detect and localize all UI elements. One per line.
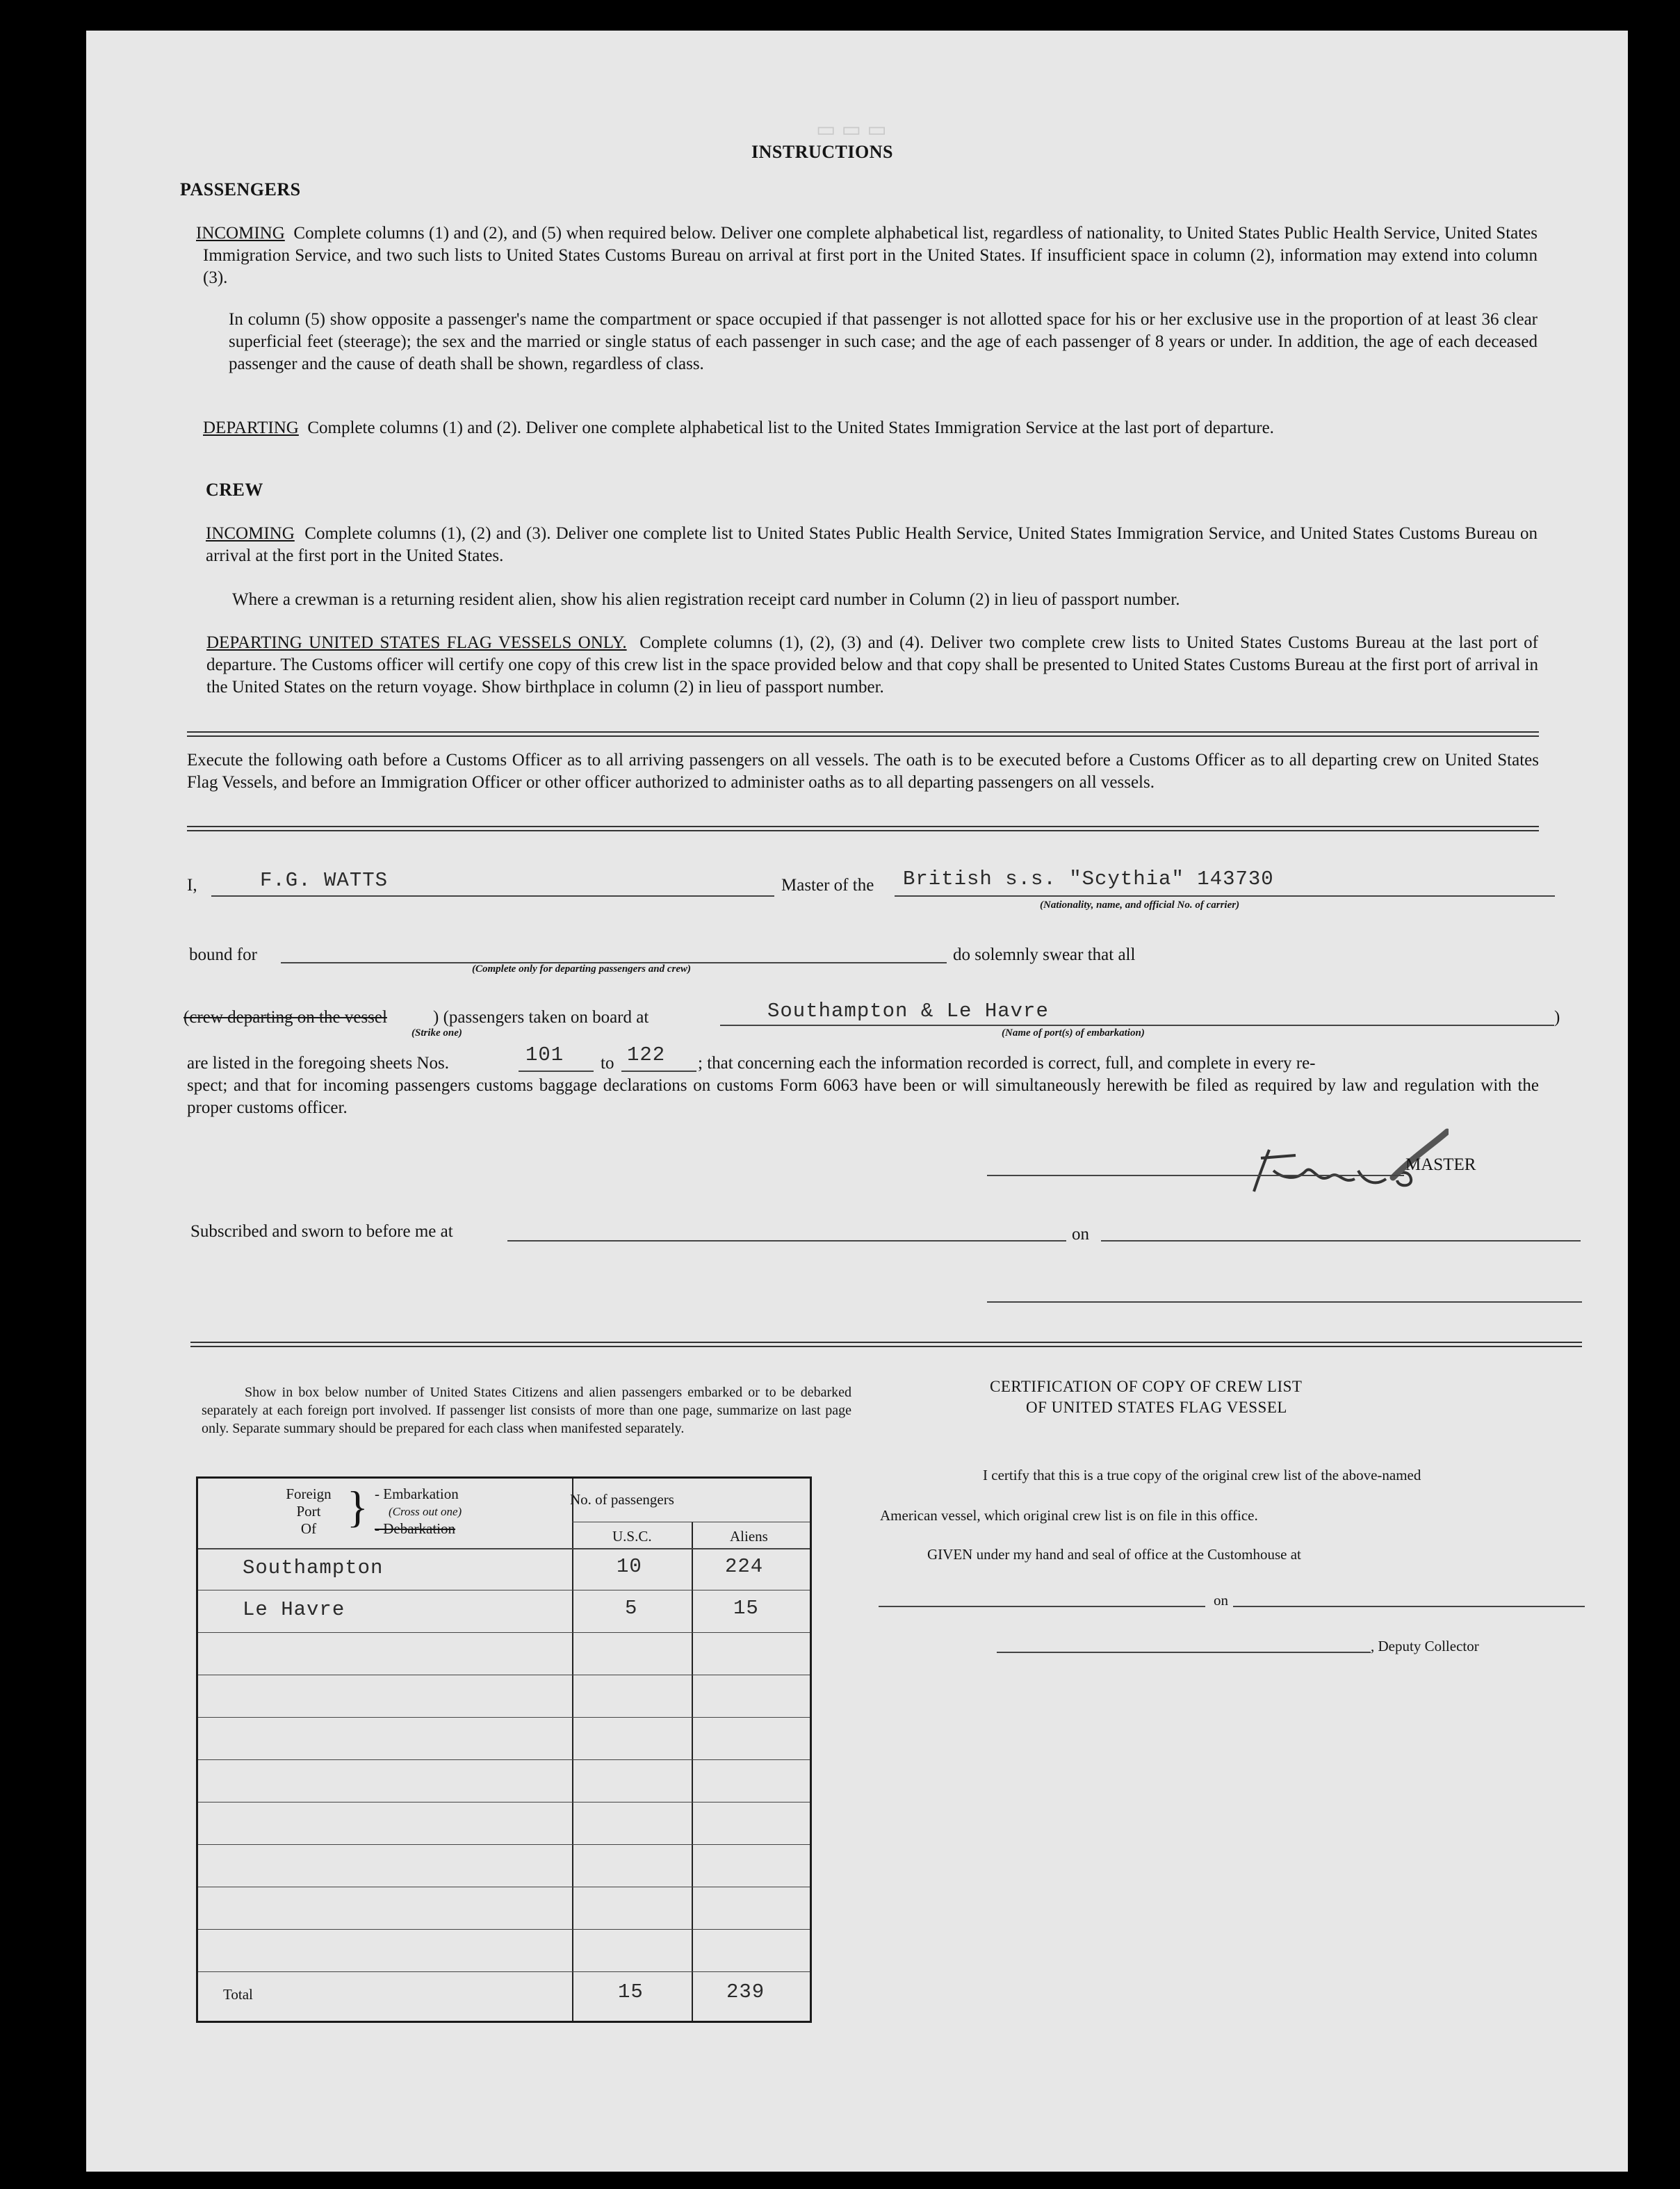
listed-label: are listed in the foregoing sheets Nos. <box>187 1054 449 1073</box>
close-paren: ) <box>1554 1008 1560 1027</box>
passengers-heading: PASSENGERS <box>180 179 301 200</box>
master-label: MASTER <box>1405 1155 1476 1174</box>
sheet-from-value[interactable]: 101 <box>525 1043 564 1066</box>
certification-date-line[interactable] <box>1233 1606 1585 1607</box>
master-signature <box>1157 1122 1449 1205</box>
row-2-port[interactable]: Le Havre <box>243 1598 345 1621</box>
embarkation-label: - Embarkation <box>375 1486 459 1502</box>
certification-text-3: GIVEN under my hand and seal of office at the Customhouse at <box>927 1546 1301 1563</box>
subscribed-place-line[interactable] <box>507 1240 1066 1242</box>
row-rule <box>198 1632 810 1633</box>
divider-rule <box>187 731 1539 733</box>
row-2-usc[interactable]: 5 <box>625 1597 638 1620</box>
divider-rule <box>187 826 1539 827</box>
column-rule <box>692 1522 693 2021</box>
on-label: on <box>1072 1225 1089 1244</box>
passengers-departing-text: Complete columns (1) and (2). Deliver one complete alphabetical list to the United States Immigration Service at the last port of departure. <box>307 418 1274 437</box>
deputy-collector-line[interactable] <box>997 1652 1371 1653</box>
row-rule <box>198 1844 810 1845</box>
ports-value[interactable]: Southampton & Le Havre <box>767 1000 1049 1023</box>
row-rule <box>198 1759 810 1760</box>
certification-on-label: on <box>1214 1592 1228 1609</box>
no-of-passengers-label: No. of passengers <box>570 1491 674 1508</box>
divider-rule <box>187 830 1539 831</box>
swear-label: do solemnly swear that all <box>953 945 1136 964</box>
crew-departing-text: Complete columns (1), (2), (3) and (4). Deliver two complete crew lists to United States Customs Bureau at the last port of departure. The Customs officer will certify one copy of this crew list in the space provided below and that copy shall be presented to United States Customs Bureau at the first port of arrival in the United States on the return voyage. Show birthplace in column (2) in lieu of passport number. <box>206 633 1539 697</box>
listed-text-2: spect; and that for incoming passengers customs baggage declarations on customs Form 6063 have been or will simultaneously herewith be filed as required by law and regulation with the proper customs officer. <box>187 1076 1539 1117</box>
row-rule <box>198 1929 810 1930</box>
form-page <box>86 31 1628 2172</box>
certification-title-1: CERTIFICATION OF COPY OF CREW LIST <box>990 1378 1303 1395</box>
total-aliens[interactable]: 239 <box>726 1980 765 2003</box>
total-usc[interactable]: 15 <box>618 1980 644 2003</box>
row-rule <box>198 1548 810 1549</box>
passengers-departing-paragraph <box>203 417 1538 439</box>
certification-text-1: I certify that this is a true copy of the original crew list of the above-named <box>983 1467 1421 1483</box>
row-2-aliens[interactable]: 15 <box>733 1597 759 1620</box>
of-label: Of <box>300 1520 317 1537</box>
deputy-collector-label: , Deputy Collector <box>1371 1638 1479 1654</box>
crew-incoming-text: Complete columns (1), (2) and (3). Deliver one complete list to United States Public Health Service, United States Immigration Service, and United States Customs Bureau on arrival at the first port in the United States. <box>206 524 1538 565</box>
ports-line <box>720 1025 1554 1026</box>
divider-rule <box>190 1342 1582 1343</box>
foreign-label: Foreign <box>286 1486 332 1502</box>
oath-intro-paragraph: Execute the following oath before a Customs Officer as to all arriving passengers on all vessels. The oath is to be executed before a Customs Officer as to all departing crew on United States Flag Vessels, and before an Immigration Officer or other officer authorized to administer oaths as to all departing passengers on all vessels. <box>187 751 1539 792</box>
row-1-usc[interactable]: 10 <box>617 1555 642 1578</box>
ports-caption: (Name of port(s) of embarkation) <box>1002 1027 1145 1039</box>
divider-rule <box>187 735 1539 737</box>
crew-incoming-label: INCOMING <box>206 524 295 543</box>
signature-line <box>987 1175 1404 1176</box>
crew-departing-paragraph <box>206 632 1538 699</box>
crew-incoming-paragraph <box>206 523 1538 567</box>
crew-resident-paragraph: Where a crewman is a returning resident alien, show his alien registration receipt card number in Column (2) in lieu of passport number. <box>232 590 1180 609</box>
crew-heading: CREW <box>206 480 263 500</box>
embark-debark-labels <box>375 1486 462 1538</box>
foreign-port-of-label <box>277 1486 340 1538</box>
port-label: Port <box>296 1503 321 1520</box>
cross-out-label: (Cross out one) <box>389 1505 462 1518</box>
total-label: Total <box>223 1986 253 2003</box>
certification-title-2: OF UNITED STATES FLAG VESSEL <box>1026 1399 1287 1416</box>
vessel-line <box>895 895 1555 897</box>
sheet-from-line <box>519 1071 594 1072</box>
to-label: to <box>601 1054 614 1073</box>
passengers-incoming-label: INCOMING <box>196 224 285 243</box>
master-name-line <box>211 895 774 897</box>
passengers-column5-paragraph: In column (5) show opposite a passenger's name the compartment or space occupied if that passenger is not allotted space for his or her exclusive use in the proportion of at least 36 clear superficial feet (steerage); the sex and the married or single status of each passenger in such case; and the age of each passenger of 8 years or under. In addition, the age of each deceased passenger and the cause of death shall be shown, regardless of class. <box>229 310 1538 373</box>
summary-table <box>196 1476 812 2023</box>
master-of-label: Master of the <box>781 876 874 895</box>
row-rule <box>198 1971 810 1972</box>
row-rule <box>198 1802 810 1803</box>
passengers-departing-label: DEPARTING <box>203 418 299 437</box>
bleed-through-mark: ▭ ▭ ▭ <box>816 118 887 141</box>
divider-rule <box>190 1346 1582 1347</box>
passengers-incoming-text: Complete columns (1) and (2), and (5) when required below. Deliver one complete alphabetical list, regardless of nationality, to United States Public Health Service, United States Immigration Service, and two such lists to United States Customs Bureau on arrival at first port in the United States. If insufficient space in column (2), information may extend into column (3). <box>203 224 1538 287</box>
aliens-column-header: Aliens <box>730 1528 768 1545</box>
strike-caption: (Strike one) <box>411 1027 462 1039</box>
passengers-taken-label: ) (passengers taken on board at <box>433 1008 649 1027</box>
usc-column-header: U.S.C. <box>612 1528 652 1545</box>
crew-departing-struck-text: (crew departing on the vessel <box>184 1008 387 1027</box>
crew-departing-label: DEPARTING UNITED STATES FLAG VESSELS ONLY. <box>206 633 627 652</box>
certification-text-2: American vessel, which original crew list is on file in this office. <box>880 1507 1258 1524</box>
brace-icon: } <box>347 1482 368 1531</box>
i-label: I, <box>187 876 197 895</box>
instructions-title: INSTRUCTIONS <box>751 142 893 162</box>
row-1-port[interactable]: Southampton <box>243 1556 384 1579</box>
bound-for-caption: (Complete only for departing passengers and crew) <box>472 963 691 975</box>
vessel-caption: (Nationality, name, and official No. of carrier) <box>1040 900 1240 911</box>
vessel-value[interactable]: British s.s. "Scythia" 143730 <box>903 868 1274 890</box>
master-name-value[interactable]: F.G. WATTS <box>260 869 389 892</box>
sheet-to-value[interactable]: 122 <box>627 1043 666 1066</box>
subscribed-date-line[interactable] <box>1101 1240 1581 1242</box>
row-1-aliens[interactable]: 224 <box>725 1555 764 1578</box>
bound-for-label: bound for <box>189 945 257 964</box>
listed-text-1: ; that concerning each the information recorded is correct, full, and complete in every re- <box>698 1054 1316 1073</box>
row-rule <box>198 1717 810 1718</box>
passengers-incoming-paragraph <box>196 222 1538 289</box>
column-rule <box>572 1479 573 2021</box>
debarkation-label[interactable]: - Debarkation <box>375 1520 456 1537</box>
officer-signature-line[interactable] <box>987 1301 1582 1303</box>
customhouse-line[interactable] <box>879 1606 1205 1607</box>
subscribed-label: Subscribed and sworn to before me at <box>190 1222 453 1241</box>
sheet-to-line <box>621 1071 696 1072</box>
summary-instruction: Show in box below number of United States Citizens and alien passengers embarked or to be debarked separately at each foreign port involved. If passenger list consists of more than one page, summarize on last page only. Separate summary should be prepared for each class when manifested separately. <box>202 1385 851 1436</box>
